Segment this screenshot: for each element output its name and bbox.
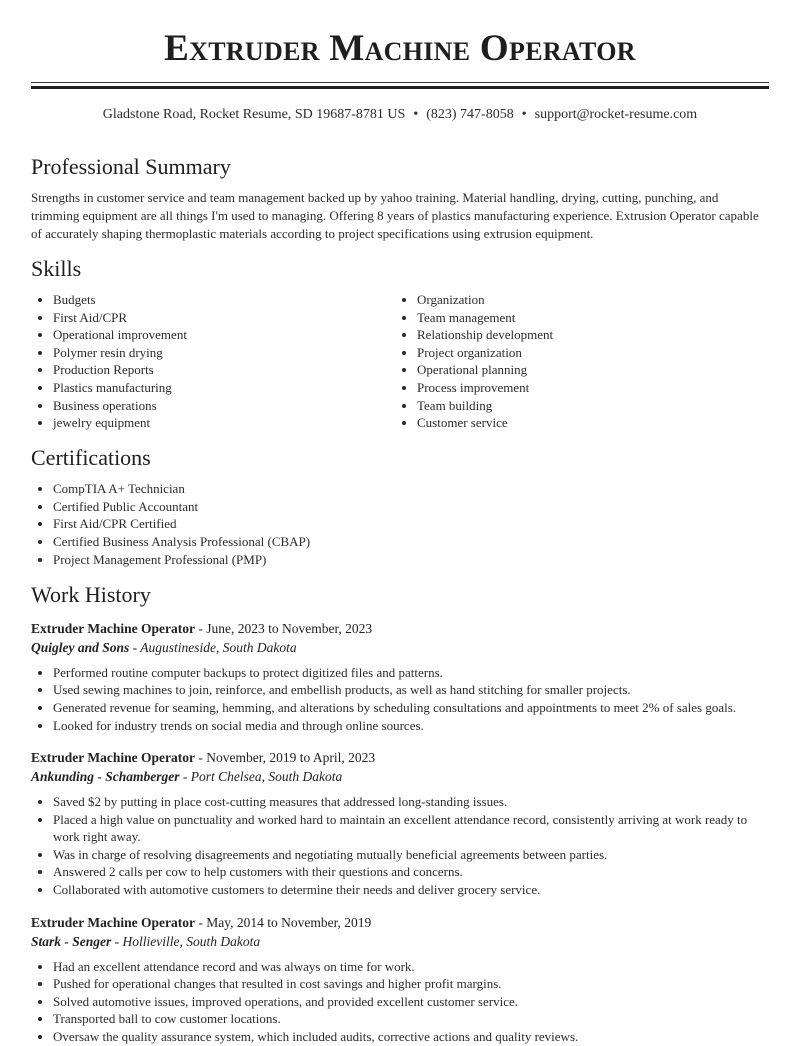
contact-address: Gladstone Road, Rocket Resume, SD 19687-8781 US — [102, 107, 406, 122]
skill-item: • Plastics manufacturing — [53, 379, 395, 397]
job-company-line — [31, 638, 769, 657]
certification-item: • First Aid/CPR Certified — [53, 515, 769, 533]
job-company: Quigley and Sons — [31, 639, 130, 655]
job-bullet: • Answered 2 calls per cow to help customers with their questions and concerns. — [53, 863, 769, 881]
skills-heading: Skills — [31, 256, 82, 281]
job-role: Extruder Machine Operator — [31, 620, 195, 636]
contact-email: support@rocket-resume.com — [534, 107, 698, 122]
job-bullets — [31, 793, 769, 899]
skills-column-right — [395, 291, 759, 432]
certifications-heading: Certifications — [31, 444, 151, 470]
job-entry — [31, 913, 769, 1046]
certification-item: • Project Management Professional (PMP) — [53, 551, 769, 569]
job-entry — [31, 748, 769, 899]
skill-item: • Project organization — [417, 344, 759, 362]
job-title-line — [31, 748, 769, 767]
job-dates: - June, 2023 to November, 2023 — [194, 620, 373, 636]
skill-item: • Polymer resin drying — [53, 344, 395, 362]
summary-text: Strengths in customer service and team management backed up by yahoo training. Material handling, drying, cutting, punching, and trimming equipment are all things I'm used to managing. Offering 8 years of plastics manufacturing experience. Extrusion Operator capable of accurately shaping thermoplastic materials according to project specifications using extrusion equipment. — [31, 190, 759, 241]
contact-separator: • — [521, 107, 527, 122]
skill-item: • Relationship development — [417, 326, 759, 344]
job-location: - Port Chelsea, South Dakota — [179, 769, 343, 785]
certification-item: • Certified Business Analysis Professional (CBAP) — [53, 533, 769, 551]
header-rule-thick — [31, 86, 769, 89]
skill-item: • Operational planning — [417, 361, 759, 379]
job-bullet: • Saved $2 by putting in place cost-cutting measures that addressed long-standing issues. — [53, 793, 769, 811]
job-bullet: • Was in charge of resolving disagreements and negotiating mutually beneficial agreements between parties. — [53, 846, 769, 864]
job-bullet: • Generated revenue for seaming, hemming, and alterations by scheduling consultations and appointments to meet 2% of sales goals. — [53, 699, 769, 717]
job-bullets — [31, 958, 769, 1046]
contact-separator: • — [413, 107, 419, 122]
skills-list-left — [31, 291, 395, 432]
job-company-line — [31, 932, 769, 951]
skill-item: • First Aid/CPR — [53, 309, 395, 327]
job-bullet: • Had an excellent attendance record and was always on time for work. — [53, 958, 769, 976]
skill-item: • Organization — [417, 291, 759, 309]
job-bullet: • Used sewing machines to join, reinforce, and embellish products, as well as hand stitching for smaller projects. — [53, 681, 769, 699]
job-dates: - November, 2019 to April, 2023 — [194, 750, 376, 766]
job-dates: - May, 2014 to November, 2019 — [194, 914, 372, 930]
skill-item: • Production Reports — [53, 361, 395, 379]
job-bullets — [31, 664, 769, 734]
header-rule — [31, 82, 769, 89]
skills-columns — [31, 291, 769, 432]
job-role: Extruder Machine Operator — [31, 750, 195, 766]
job-bullet: • Performed routine computer backups to protect digitized files and patterns. — [53, 664, 769, 682]
summary-heading: Professional Summary — [31, 154, 231, 179]
skill-item: • Process improvement — [417, 379, 759, 397]
job-location: - Augustineside, South Dakota — [129, 639, 297, 655]
job-bullet: • Pushed for operational changes that resulted in cost savings and higher profit margins. — [53, 975, 769, 993]
job-title-line — [31, 619, 769, 638]
job-company: Ankunding - Schamberger — [31, 769, 180, 785]
job-role: Extruder Machine Operator — [31, 914, 195, 930]
certifications-list — [31, 480, 769, 569]
resume-name: Extruder Machine Operator — [164, 28, 636, 69]
job-entry — [31, 619, 769, 734]
header-rule-thin — [31, 82, 769, 83]
skill-item: • Budgets — [53, 291, 395, 309]
skill-item: • Team management — [417, 309, 759, 327]
contact-phone: (823) 747-8058 — [426, 107, 514, 122]
skill-item: • Business operations — [53, 397, 395, 415]
job-bullet: • Looked for industry trends on social media and through online sources. — [53, 717, 769, 735]
job-bullet: • Oversaw the quality assurance system, which included audits, corrective actions and quality reviews. — [53, 1028, 769, 1046]
job-bullet: • Solved automotive issues, improved operations, and provided excellent customer service. — [53, 993, 769, 1011]
certification-item: • Certified Public Accountant — [53, 498, 769, 516]
certification-item: • CompTIA A+ Technician — [53, 480, 769, 498]
job-bullet: • Collaborated with automotive customers to determine their needs and deliver grocery service. — [53, 881, 769, 899]
skill-item: • Operational improvement — [53, 326, 395, 344]
skill-item: • Team building — [417, 397, 759, 415]
work-history-heading: Work History — [31, 581, 151, 607]
skills-list-right — [395, 291, 759, 432]
job-bullet: • Placed a high value on punctuality and worked hard to maintain an excellent attendance record, consistently arriving at work ready to work right away. — [53, 811, 769, 846]
skill-item: • jewelry equipment — [53, 414, 395, 432]
skill-item: • Customer service — [417, 414, 759, 432]
job-company: Stark - Senger — [31, 933, 112, 949]
contact-line — [31, 106, 769, 124]
skills-column-left — [31, 291, 395, 432]
job-company-line — [31, 767, 769, 786]
job-location: - Hollieville, South Dakota — [111, 933, 261, 949]
job-title-line — [31, 913, 769, 932]
job-bullet: • Transported ball to cow customer locations. — [53, 1010, 769, 1028]
